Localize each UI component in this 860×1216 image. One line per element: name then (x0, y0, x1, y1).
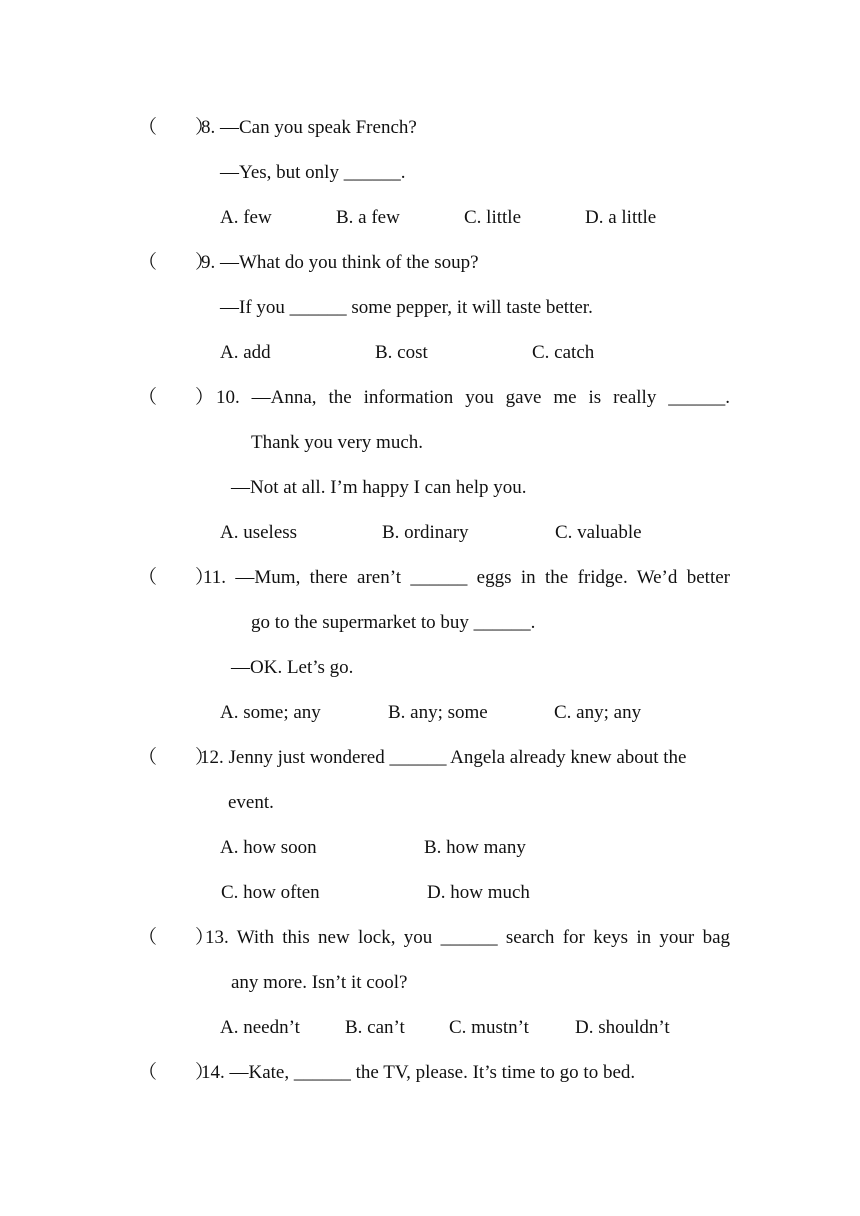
option-b[interactable]: B. a few (336, 207, 400, 228)
option-b[interactable]: B. cost (375, 342, 428, 363)
question-stem: 10. —Anna, the information you gave me is really ______. (216, 387, 730, 408)
option-c[interactable]: C. mustn’t (449, 1017, 529, 1038)
option-d[interactable]: D. how much (427, 882, 530, 903)
question-line: go to the supermarket to buy ______. (251, 612, 536, 633)
option-c[interactable]: C. valuable (555, 522, 642, 543)
question-line: Thank you very much. (251, 432, 424, 453)
option-a[interactable]: A. add (220, 342, 271, 363)
option-a[interactable]: A. useless (220, 522, 298, 543)
question-line: any more. Isn’t it cool? (231, 972, 408, 993)
option-a[interactable]: A. needn’t (220, 1017, 300, 1038)
question-line: —OK. Let’s go. (231, 657, 354, 678)
answer-bracket[interactable]: （ ） (138, 252, 215, 273)
option-c[interactable]: C. catch (532, 342, 595, 363)
question-stem: 12. Jenny just wondered ______ Angela already knew about the (200, 747, 687, 768)
option-d[interactable]: D. a little (585, 207, 657, 228)
option-b[interactable]: B. any; some (388, 702, 488, 723)
option-a[interactable]: A. few (220, 207, 272, 228)
answer-bracket[interactable]: （ ） (138, 567, 215, 588)
answer-bracket[interactable]: （ ） (138, 747, 215, 768)
question-line: event. (228, 792, 274, 813)
option-c[interactable]: C. any; any (554, 702, 642, 723)
question-line: —Not at all. I’m happy I can help you. (231, 477, 527, 498)
question-stem: 9. —What do you think of the soup? (201, 252, 479, 273)
option-a[interactable]: A. how soon (220, 837, 317, 858)
option-a[interactable]: A. some; any (220, 702, 321, 723)
question-line: —Yes, but only ______. (220, 162, 406, 183)
question-stem: 8. —Can you speak French? (201, 117, 417, 138)
question-stem: 14. —Kate, ______ the TV, please. It’s time to go to bed. (201, 1062, 636, 1083)
answer-bracket[interactable]: （ ） (138, 927, 215, 948)
question-stem: 13. With this new lock, you ______ search for keys in your bag (205, 927, 730, 948)
option-b[interactable]: B. can’t (345, 1017, 405, 1038)
option-c[interactable]: C. how often (221, 882, 320, 903)
answer-bracket[interactable]: （ ） (138, 1062, 215, 1083)
answer-bracket[interactable]: （ ） (138, 387, 215, 408)
answer-bracket[interactable]: （ ） (138, 117, 215, 138)
question-stem: 11. —Mum, there aren’t ______ eggs in the fridge. We’d better (203, 567, 730, 588)
option-d[interactable]: D. shouldn’t (575, 1017, 670, 1038)
option-c[interactable]: C. little (464, 207, 521, 228)
option-b[interactable]: B. ordinary (382, 522, 469, 543)
option-b[interactable]: B. how many (424, 837, 526, 858)
question-line: —If you ______ some pepper, it will taste better. (220, 297, 593, 318)
